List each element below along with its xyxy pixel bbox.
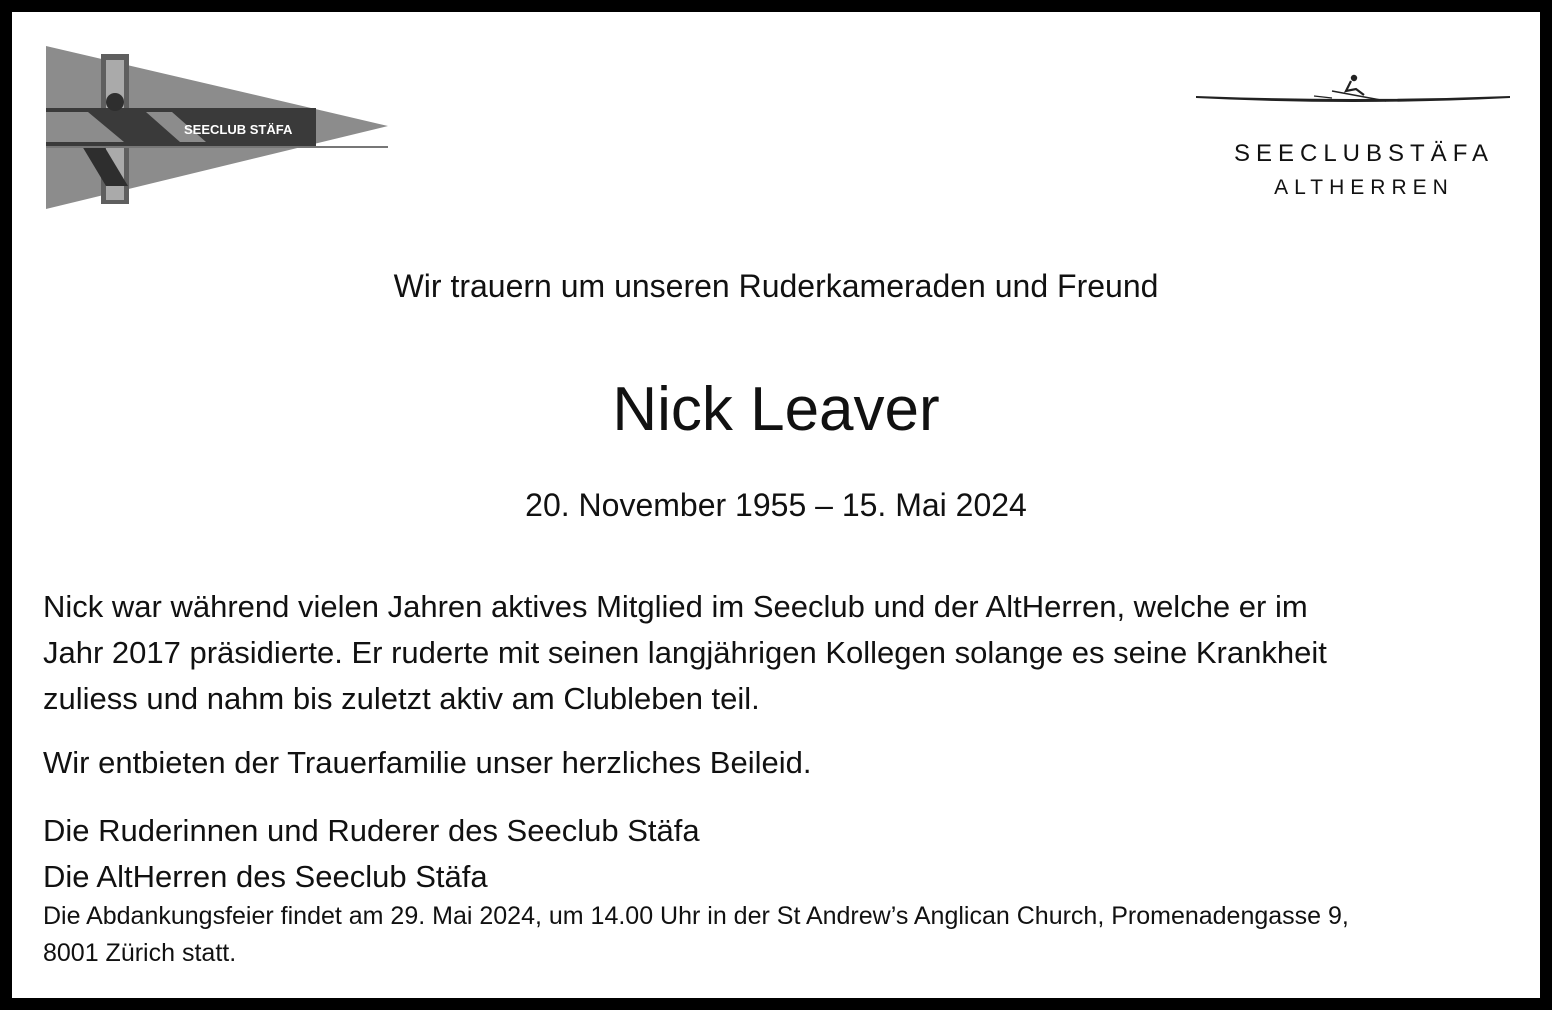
seeclub-pennant-logo — [46, 46, 406, 221]
pennant-text: SEECLUB STÄFA — [184, 122, 293, 137]
condolence-line: Wir entbieten der Trauerfamilie unser herzliches Beileid. — [43, 745, 812, 780]
altherren-logo — [1194, 74, 1514, 200]
tribute-line: Nick war während vielen Jahren aktives Mitglied im Seeclub und der AltHerren, welche er im — [43, 589, 1308, 624]
obituary-card — [12, 12, 1540, 998]
tribute-line: zuliess und nahm bis zuletzt aktiv am Clubleben teil. — [43, 681, 760, 716]
intro-line: Wir trauern um unseren Ruderkameraden und Freund — [393, 268, 1159, 304]
deceased-name: Nick Leaver — [612, 375, 940, 444]
tribute-paragraph — [43, 584, 1503, 722]
signature-line: Die Ruderinnen und Ruderer des Seeclub Stäfa — [43, 813, 700, 848]
rowing-shell-icon — [1194, 74, 1514, 114]
altherren-logo-name: SEECLUBSTÄFA — [1233, 140, 1495, 167]
service-note — [43, 898, 1503, 972]
signature-line: Die AltHerren des Seeclub Stäfa — [43, 859, 488, 894]
service-note-line: 8001 Zürich statt. — [43, 939, 237, 967]
signature-block — [43, 808, 1503, 900]
tribute-line: Jahr 2017 präsidierte. Er ruderte mit seinen langjährigen Kollegen solange es seine Krankheit — [43, 635, 1327, 670]
altherren-logo-subtitle: ALTHERREN — [1274, 176, 1454, 199]
life-dates: 20. November 1955 – 15. Mai 2024 — [525, 487, 1027, 523]
service-note-line: Die Abdankungsfeier findet am 29. Mai 2024, um 14.00 Uhr in der St Andrew’s Anglican Church, Promenadengasse 9, — [43, 902, 1349, 930]
